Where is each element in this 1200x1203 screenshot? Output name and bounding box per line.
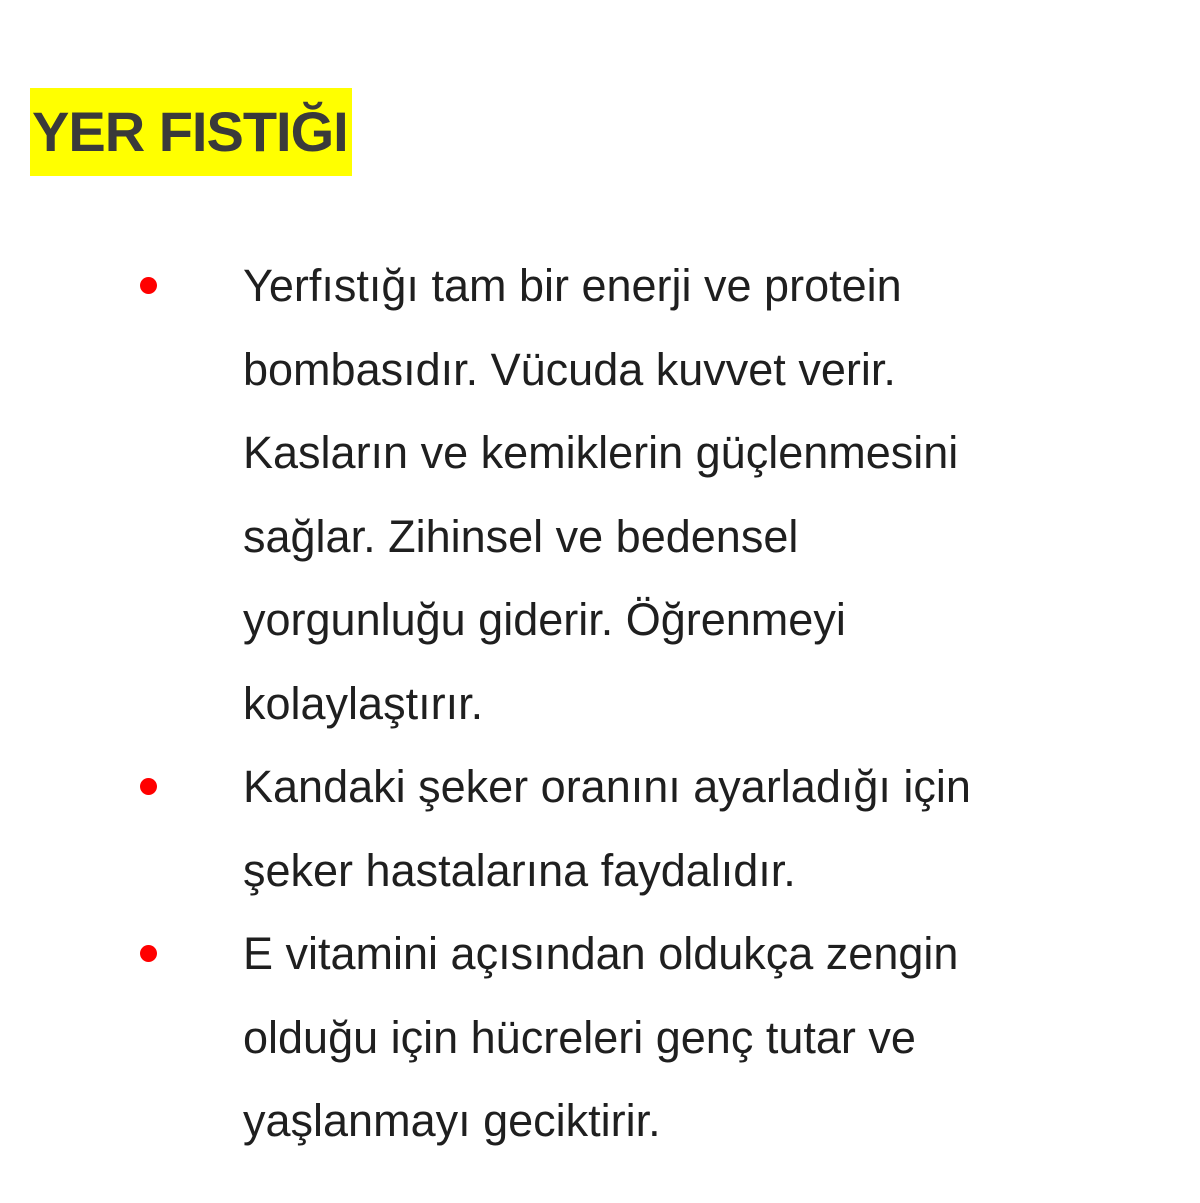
bullet-item-1 bbox=[0, 244, 1200, 745]
bullet-dot-icon bbox=[140, 277, 157, 294]
bullet-item-3 bbox=[0, 912, 1200, 1163]
bullet-text: Yerfıstığı tam bir enerji ve protein bombasıdır. Vücuda kuvvet verir. Kasların ve kemiklerin güçlenmesini sağlar. Zihinsel ve bedensel yorgunluğu giderir. Öğrenmeyi kolaylaştırır. bbox=[243, 260, 959, 729]
bullet-dot-icon bbox=[140, 945, 157, 962]
page-title: YER FISTIĞI bbox=[30, 88, 352, 176]
bullet-list bbox=[0, 244, 1200, 1163]
bullet-dot-icon bbox=[140, 778, 157, 795]
bullet-item-2 bbox=[0, 745, 1200, 912]
bullet-text: Kandaki şeker oranını ayarladığı için şeker hastalarına faydalıdır. bbox=[243, 761, 971, 896]
bullet-text: E vitamini açısından oldukça zengin olduğu için hücreleri genç tutar ve yaşlanmayı geciktirir. bbox=[243, 928, 959, 1146]
